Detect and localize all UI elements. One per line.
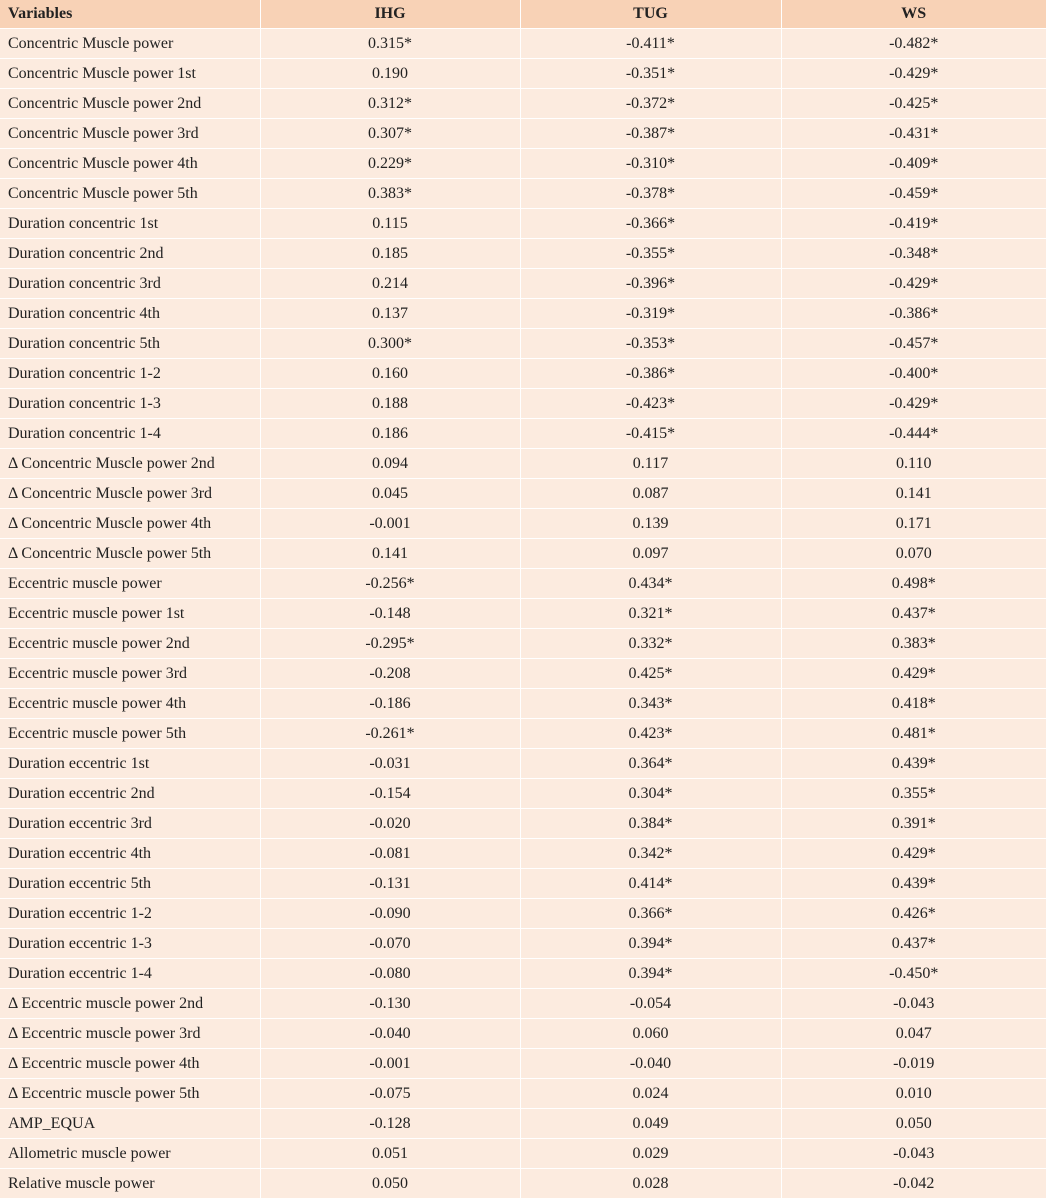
ihg-value-cell: 0.045 — [260, 479, 520, 509]
ihg-value-cell: -0.256* — [260, 569, 520, 599]
table-header — [0, 0, 1046, 29]
table-row — [0, 719, 1046, 749]
ws-value-cell: -0.429* — [781, 59, 1046, 89]
ws-value-cell: -0.431* — [781, 119, 1046, 149]
ws-value-cell: 0.439* — [781, 869, 1046, 899]
tug-value-cell: 0.060 — [520, 1019, 781, 1049]
table-row — [0, 209, 1046, 239]
ihg-value-cell: -0.154 — [260, 779, 520, 809]
table-row — [0, 929, 1046, 959]
ws-value-cell: 0.050 — [781, 1109, 1046, 1139]
column-header-ihg: IHG — [260, 0, 520, 29]
variable-name-cell: Duration eccentric 1st — [0, 749, 260, 779]
variable-name-cell: Eccentric muscle power 1st — [0, 599, 260, 629]
tug-value-cell: -0.372* — [520, 89, 781, 119]
ws-value-cell: 0.141 — [781, 479, 1046, 509]
tug-value-cell: 0.394* — [520, 929, 781, 959]
variable-name-cell: Relative muscle power — [0, 1169, 260, 1199]
variable-name-cell: Eccentric muscle power 3rd — [0, 659, 260, 689]
ws-value-cell: -0.409* — [781, 149, 1046, 179]
ws-value-cell: 0.383* — [781, 629, 1046, 659]
ws-value-cell: -0.419* — [781, 209, 1046, 239]
variable-name-cell: Duration eccentric 5th — [0, 869, 260, 899]
variable-name-cell: Concentric Muscle power 3rd — [0, 119, 260, 149]
ihg-value-cell: 0.307* — [260, 119, 520, 149]
tug-value-cell: -0.353* — [520, 329, 781, 359]
ihg-value-cell: 0.190 — [260, 59, 520, 89]
ihg-value-cell: -0.001 — [260, 509, 520, 539]
variable-name-cell: Concentric Muscle power 2nd — [0, 89, 260, 119]
tug-value-cell: -0.378* — [520, 179, 781, 209]
table-row — [0, 149, 1046, 179]
ihg-value-cell: 0.315* — [260, 29, 520, 59]
table-row — [0, 839, 1046, 869]
variable-name-cell: Concentric Muscle power — [0, 29, 260, 59]
tug-value-cell: 0.394* — [520, 959, 781, 989]
tug-value-cell: -0.411* — [520, 29, 781, 59]
ws-value-cell: -0.386* — [781, 299, 1046, 329]
ws-value-cell: 0.391* — [781, 809, 1046, 839]
table-row — [0, 539, 1046, 569]
tug-value-cell: -0.396* — [520, 269, 781, 299]
ihg-value-cell: -0.208 — [260, 659, 520, 689]
ihg-value-cell: -0.040 — [260, 1019, 520, 1049]
variable-name-cell: Δ Concentric Muscle power 4th — [0, 509, 260, 539]
ihg-value-cell: 0.300* — [260, 329, 520, 359]
ihg-value-cell: 0.050 — [260, 1169, 520, 1199]
table-row — [0, 29, 1046, 59]
table-row — [0, 389, 1046, 419]
ihg-value-cell: -0.020 — [260, 809, 520, 839]
ihg-value-cell: -0.070 — [260, 929, 520, 959]
ihg-value-cell: 0.051 — [260, 1139, 520, 1169]
ws-value-cell: 0.426* — [781, 899, 1046, 929]
tug-value-cell: 0.321* — [520, 599, 781, 629]
tug-value-cell: -0.054 — [520, 989, 781, 1019]
table-row — [0, 1169, 1046, 1199]
variable-name-cell: Duration concentric 5th — [0, 329, 260, 359]
ihg-value-cell: 0.186 — [260, 419, 520, 449]
table-row — [0, 1049, 1046, 1079]
tug-value-cell: 0.028 — [520, 1169, 781, 1199]
table-row — [0, 599, 1046, 629]
ihg-value-cell: 0.137 — [260, 299, 520, 329]
column-header-ws: WS — [781, 0, 1046, 29]
variable-name-cell: AMP_EQUA — [0, 1109, 260, 1139]
table-row — [0, 1019, 1046, 1049]
variable-name-cell: Δ Concentric Muscle power 5th — [0, 539, 260, 569]
variable-name-cell: Δ Eccentric muscle power 2nd — [0, 989, 260, 1019]
table-row — [0, 449, 1046, 479]
ws-value-cell: -0.482* — [781, 29, 1046, 59]
variable-name-cell: Concentric Muscle power 5th — [0, 179, 260, 209]
variable-name-cell: Duration eccentric 1-3 — [0, 929, 260, 959]
variable-name-cell: Duration concentric 1st — [0, 209, 260, 239]
variable-name-cell: Concentric Muscle power 4th — [0, 149, 260, 179]
ihg-value-cell: 0.185 — [260, 239, 520, 269]
ihg-value-cell: -0.130 — [260, 989, 520, 1019]
variable-name-cell: Δ Eccentric muscle power 5th — [0, 1079, 260, 1109]
table-row — [0, 479, 1046, 509]
ihg-value-cell: -0.081 — [260, 839, 520, 869]
table-row — [0, 269, 1046, 299]
tug-value-cell: 0.117 — [520, 449, 781, 479]
variable-name-cell: Δ Eccentric muscle power 4th — [0, 1049, 260, 1079]
ihg-value-cell: -0.131 — [260, 869, 520, 899]
ws-value-cell: -0.429* — [781, 389, 1046, 419]
ihg-value-cell: -0.295* — [260, 629, 520, 659]
tug-value-cell: 0.434* — [520, 569, 781, 599]
table-row — [0, 749, 1046, 779]
ihg-value-cell: -0.080 — [260, 959, 520, 989]
ihg-value-cell: -0.001 — [260, 1049, 520, 1079]
tug-value-cell: 0.087 — [520, 479, 781, 509]
variable-name-cell: Duration concentric 1-3 — [0, 389, 260, 419]
table-row — [0, 779, 1046, 809]
tug-value-cell: -0.355* — [520, 239, 781, 269]
table-row — [0, 359, 1046, 389]
ihg-value-cell: 0.383* — [260, 179, 520, 209]
ws-value-cell: 0.355* — [781, 779, 1046, 809]
ws-value-cell: 0.437* — [781, 599, 1046, 629]
ihg-value-cell: 0.229* — [260, 149, 520, 179]
variable-name-cell: Eccentric muscle power 2nd — [0, 629, 260, 659]
tug-value-cell: 0.384* — [520, 809, 781, 839]
tug-value-cell: 0.425* — [520, 659, 781, 689]
column-header-variables: Variables — [0, 0, 260, 29]
table-row — [0, 899, 1046, 929]
tug-value-cell: 0.366* — [520, 899, 781, 929]
table-row — [0, 329, 1046, 359]
table-row — [0, 659, 1046, 689]
ws-value-cell: 0.498* — [781, 569, 1046, 599]
ws-value-cell: -0.019 — [781, 1049, 1046, 1079]
ws-value-cell: 0.439* — [781, 749, 1046, 779]
ws-value-cell: -0.457* — [781, 329, 1046, 359]
ihg-value-cell: 0.312* — [260, 89, 520, 119]
tug-value-cell: -0.415* — [520, 419, 781, 449]
variable-name-cell: Duration concentric 1-4 — [0, 419, 260, 449]
tug-value-cell: 0.332* — [520, 629, 781, 659]
variable-name-cell: Duration eccentric 1-4 — [0, 959, 260, 989]
tug-value-cell: 0.423* — [520, 719, 781, 749]
tug-value-cell: 0.342* — [520, 839, 781, 869]
ihg-value-cell: -0.128 — [260, 1109, 520, 1139]
table-row — [0, 299, 1046, 329]
ihg-value-cell: 0.141 — [260, 539, 520, 569]
table-row — [0, 869, 1046, 899]
table-row — [0, 689, 1046, 719]
ws-value-cell: 0.047 — [781, 1019, 1046, 1049]
tug-value-cell: 0.024 — [520, 1079, 781, 1109]
table-row — [0, 959, 1046, 989]
variable-name-cell: Δ Eccentric muscle power 3rd — [0, 1019, 260, 1049]
ihg-value-cell: 0.094 — [260, 449, 520, 479]
ihg-value-cell: 0.188 — [260, 389, 520, 419]
table-row — [0, 1139, 1046, 1169]
ws-value-cell: -0.429* — [781, 269, 1046, 299]
header-row — [0, 0, 1046, 29]
ws-value-cell: 0.429* — [781, 659, 1046, 689]
table-row — [0, 419, 1046, 449]
variable-name-cell: Eccentric muscle power 4th — [0, 689, 260, 719]
table-row — [0, 509, 1046, 539]
tug-value-cell: 0.139 — [520, 509, 781, 539]
ws-value-cell: 0.171 — [781, 509, 1046, 539]
ws-value-cell: -0.450* — [781, 959, 1046, 989]
column-header-tug: TUG — [520, 0, 781, 29]
ihg-value-cell: -0.148 — [260, 599, 520, 629]
variable-name-cell: Duration eccentric 3rd — [0, 809, 260, 839]
ws-value-cell: -0.400* — [781, 359, 1046, 389]
ihg-value-cell: -0.261* — [260, 719, 520, 749]
tug-value-cell: 0.029 — [520, 1139, 781, 1169]
ws-value-cell: 0.481* — [781, 719, 1046, 749]
ws-value-cell: 0.429* — [781, 839, 1046, 869]
ws-value-cell: -0.042 — [781, 1169, 1046, 1199]
ihg-value-cell: 0.115 — [260, 209, 520, 239]
tug-value-cell: 0.097 — [520, 539, 781, 569]
ws-value-cell: -0.444* — [781, 419, 1046, 449]
variable-name-cell: Concentric Muscle power 1st — [0, 59, 260, 89]
table-row — [0, 569, 1046, 599]
ihg-value-cell: -0.186 — [260, 689, 520, 719]
tug-value-cell: 0.049 — [520, 1109, 781, 1139]
table-row — [0, 809, 1046, 839]
ws-value-cell: -0.459* — [781, 179, 1046, 209]
table-row — [0, 1109, 1046, 1139]
variable-name-cell: Duration concentric 4th — [0, 299, 260, 329]
variable-name-cell: Duration eccentric 4th — [0, 839, 260, 869]
tug-value-cell: 0.343* — [520, 689, 781, 719]
variable-name-cell: Duration concentric 1-2 — [0, 359, 260, 389]
table-row — [0, 59, 1046, 89]
ihg-value-cell: -0.031 — [260, 749, 520, 779]
variable-name-cell: Δ Concentric Muscle power 3rd — [0, 479, 260, 509]
ihg-value-cell: 0.214 — [260, 269, 520, 299]
variable-name-cell: Duration concentric 3rd — [0, 269, 260, 299]
table-row — [0, 239, 1046, 269]
ws-value-cell: 0.418* — [781, 689, 1046, 719]
tug-value-cell: 0.364* — [520, 749, 781, 779]
ws-value-cell: 0.070 — [781, 539, 1046, 569]
variable-name-cell: Δ Concentric Muscle power 2nd — [0, 449, 260, 479]
tug-value-cell: -0.351* — [520, 59, 781, 89]
ws-value-cell: 0.010 — [781, 1079, 1046, 1109]
tug-value-cell: -0.386* — [520, 359, 781, 389]
tug-value-cell: -0.423* — [520, 389, 781, 419]
ws-value-cell: -0.348* — [781, 239, 1046, 269]
table-body — [0, 29, 1046, 1199]
table-row — [0, 629, 1046, 659]
variable-name-cell: Eccentric muscle power — [0, 569, 260, 599]
variable-name-cell: Duration concentric 2nd — [0, 239, 260, 269]
table-row — [0, 989, 1046, 1019]
table-row — [0, 89, 1046, 119]
tug-value-cell: -0.319* — [520, 299, 781, 329]
ws-value-cell: -0.043 — [781, 989, 1046, 1019]
tug-value-cell: -0.040 — [520, 1049, 781, 1079]
table-row — [0, 1079, 1046, 1109]
ws-value-cell: -0.043 — [781, 1139, 1046, 1169]
variable-name-cell: Duration eccentric 2nd — [0, 779, 260, 809]
ihg-value-cell: -0.090 — [260, 899, 520, 929]
tug-value-cell: 0.414* — [520, 869, 781, 899]
table-row — [0, 119, 1046, 149]
ws-value-cell: 0.437* — [781, 929, 1046, 959]
ws-value-cell: -0.425* — [781, 89, 1046, 119]
variable-name-cell: Duration eccentric 1-2 — [0, 899, 260, 929]
variable-name-cell: Allometric muscle power — [0, 1139, 260, 1169]
variable-name-cell: Eccentric muscle power 5th — [0, 719, 260, 749]
table-row — [0, 179, 1046, 209]
tug-value-cell: -0.310* — [520, 149, 781, 179]
ihg-value-cell: -0.075 — [260, 1079, 520, 1109]
ws-value-cell: 0.110 — [781, 449, 1046, 479]
tug-value-cell: -0.366* — [520, 209, 781, 239]
tug-value-cell: -0.387* — [520, 119, 781, 149]
ihg-value-cell: 0.160 — [260, 359, 520, 389]
tug-value-cell: 0.304* — [520, 779, 781, 809]
